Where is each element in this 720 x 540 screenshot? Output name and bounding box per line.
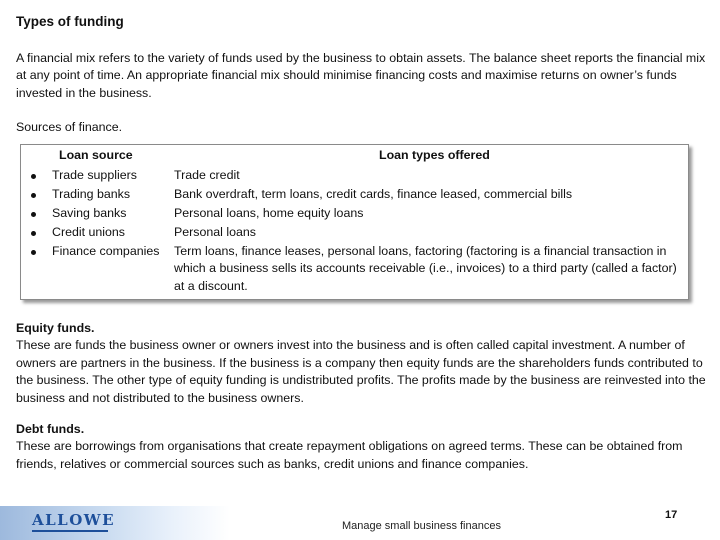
bullet-icon: [31, 231, 36, 236]
header-loan-source: Loan source: [59, 148, 133, 162]
loan-source: Finance companies: [52, 244, 160, 258]
loan-types: Bank overdraft, term loans, credit cards, finance leased, commercial bills: [174, 187, 573, 201]
loan-types: Term loans, finance leases, personal loans, factoring (factoring is a financial transaction in which a business sells its accounts receivable (i.e., invoices) to a third party (called a factor) at a discount.: [174, 244, 677, 293]
bullet-icon: [31, 212, 36, 217]
equity-section: [16, 320, 706, 407]
page-number: 17: [665, 509, 678, 521]
footer-caption: Manage small business finances: [342, 520, 501, 532]
loan-types: Personal loans, home equity loans: [174, 206, 364, 220]
loan-source: Saving banks: [52, 206, 127, 220]
loan-types: Trade credit: [174, 168, 240, 182]
loan-sources-table: [20, 144, 689, 300]
bullet-icon: [31, 250, 36, 255]
logo-text: ALLOWE: [32, 511, 116, 529]
equity-paragraph: These are funds the business owner or owners invest into the business and is often called capital investment. A number of owners are partners in the business. If the business is a company then equity funds are the shareholders funds contributed to the business. The other type of equity funding is undistributed profits. The profits made by the business are reinvested into the business and not distributed to the business owners.: [16, 338, 706, 405]
loan-source: Trading banks: [52, 187, 131, 201]
debt-heading: Debt funds.: [16, 422, 85, 436]
loan-types: Personal loans: [174, 225, 256, 239]
page-title: Types of funding: [16, 14, 124, 29]
bullet-icon: [31, 193, 36, 198]
equity-heading: Equity funds.: [16, 321, 95, 335]
loan-source: Credit unions: [52, 225, 126, 239]
debt-paragraph: These are borrowings from organisations that create repayment obligations on agreed terms. These can be obtained from friends, relatives or commercial sources such as banks, credit unions and finance companies.: [16, 439, 683, 471]
page-footer: [0, 506, 720, 540]
sources-heading: Sources of finance.: [16, 120, 123, 134]
header-loan-types: Loan types offered: [379, 148, 490, 162]
bullet-icon: [31, 174, 36, 179]
loan-source: Trade suppliers: [52, 168, 137, 182]
footer-band: [0, 506, 230, 540]
debt-section: [16, 421, 706, 473]
allowe-logo: [30, 511, 116, 534]
logo-underline: [32, 530, 108, 532]
intro-paragraph: A financial mix refers to the variety of funds used by the business to obtain assets. The balance sheet reports the financial mix at any point of time. An appropriate financial mix should minimise financing costs and maximise returns on owner’s funds invested in the business.: [16, 51, 706, 100]
